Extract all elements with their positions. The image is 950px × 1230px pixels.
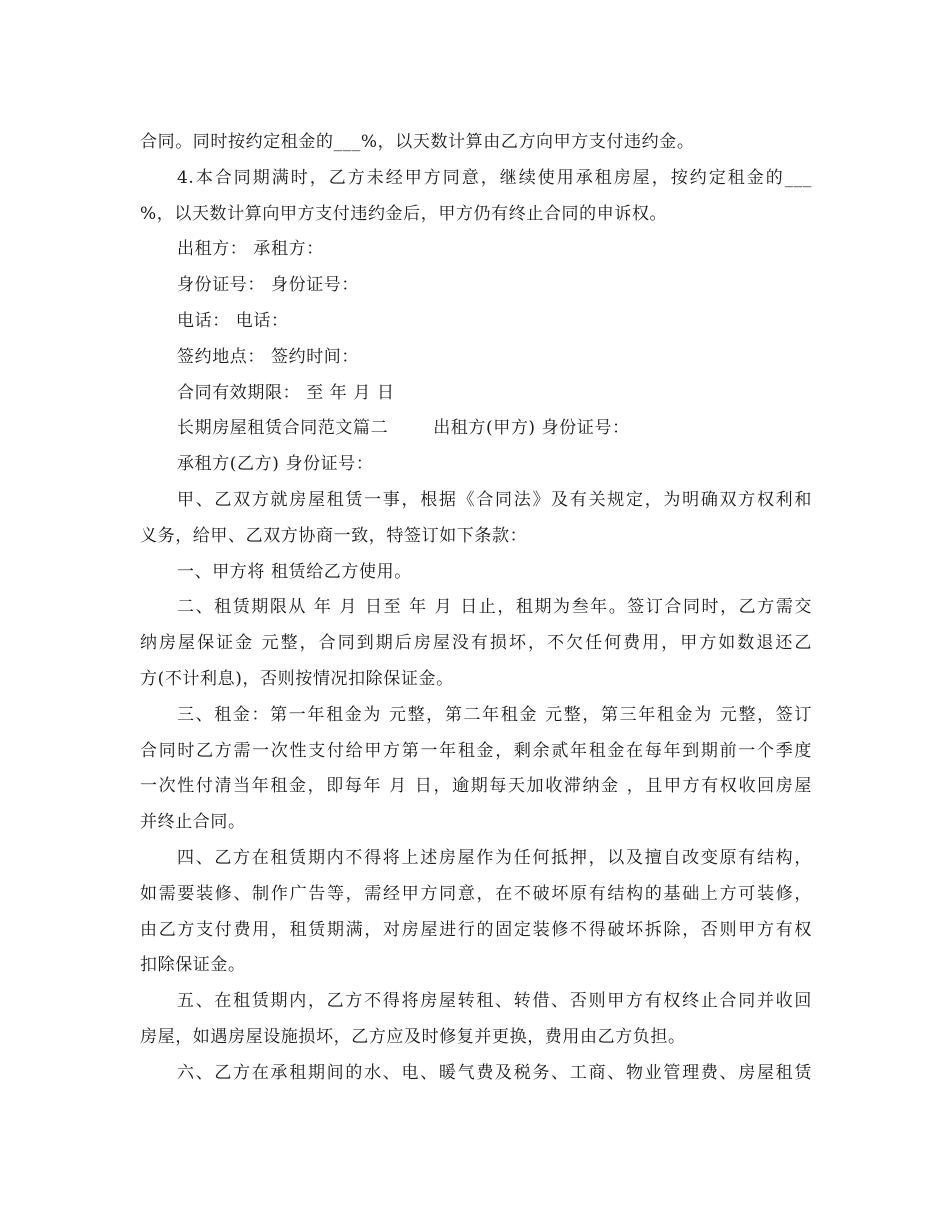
signature-field-line: 出租方： 承租方： — [177, 239, 324, 260]
text-line: 五、在租赁期内，乙方不得将房屋转租、转借、否则甲方有权终止合同并收回 — [177, 991, 812, 1012]
signature-field-line: 身份证号： 身份证号： — [177, 275, 360, 296]
text-line: 甲、乙双方就房屋租赁一事，根据《合同法》及有关规定，为明确双方权利和 — [177, 489, 812, 510]
text-line: 二、租赁期限从 年 月 日至 年 月 日止，租期为叁年。签订合同时，乙方需交 — [177, 597, 812, 618]
text-span: 出租方(甲方) 身份证号： — [433, 418, 630, 439]
section-heading: 长期房屋租赁合同范文篇二 — [177, 418, 389, 439]
signature-field-line: 签约地点： 签约时间： — [177, 346, 360, 367]
text-line: 由乙方支付费用，租赁期满，对房屋进行的固定装修不得破坏拆除，否则甲方有权 — [140, 919, 812, 940]
text-line: 承租方(乙方) 身份证号： — [177, 454, 374, 475]
text-line: 纳房屋保证金 元整，合同到期后房屋没有损坏，不欠任何费用，甲方如数退还乙 — [140, 633, 812, 654]
text-line: 合同时乙方需一次性支付给甲方第一年租金，剩余贰年租金在每年到期前一个季度 — [140, 740, 812, 761]
signature-field-line: 合同有效期限： 至 年 月 日 — [177, 382, 395, 403]
text-line: 四、乙方在租赁期内不得将上述房屋作为任何抵押，以及擅自改变原有结构， — [177, 847, 812, 868]
text-line: 一、甲方将 租赁给乙方使用。 — [177, 561, 412, 582]
text-line: 义务，给甲、乙双方协商一致，特签订如下条款： — [140, 525, 528, 546]
text-line: 4.本合同期满时，乙方未经甲方同意，继续使用承租房屋，按约定租金的___ — [177, 167, 812, 188]
text-line: 并终止合同。 — [140, 812, 246, 833]
text-line: 三、租金：第一年租金为 元整，第二年租金 元整，第三年租金为 元整，签订 — [177, 704, 812, 725]
text-line: 方(不计利息)，否则按情况扣除保证金。 — [140, 668, 454, 689]
text-line: 如需要装修、制作广告等，需经甲方同意，在不破坏原有结构的基础上方可装修， — [140, 883, 812, 904]
section-heading-line — [140, 411, 812, 447]
text-line: 合同。同时按约定租金的___%，以天数计算由乙方向甲方支付违约金。 — [140, 132, 695, 152]
document-page — [140, 125, 812, 1092]
text-line: 一次性付清当年租金，即每年 月 日，逾期每天加收滞纳金 ，且甲方有权收回房屋 — [140, 776, 812, 797]
text-line: 六、乙方在承租期间的水、电、暖气费及税务、工商、物业管理费、房屋租赁 — [177, 1062, 812, 1083]
text-line: 扣除保证金。 — [140, 955, 246, 976]
text-line: %，以天数计算向甲方支付违约金后，甲方仍有终止合同的申诉权。 — [140, 203, 668, 224]
text-line: 房屋，如遇房屋设施损坏，乙方应及时修复并更换，费用由乙方负担。 — [140, 1026, 686, 1047]
signature-field-line: 电话： 电话： — [177, 310, 289, 331]
